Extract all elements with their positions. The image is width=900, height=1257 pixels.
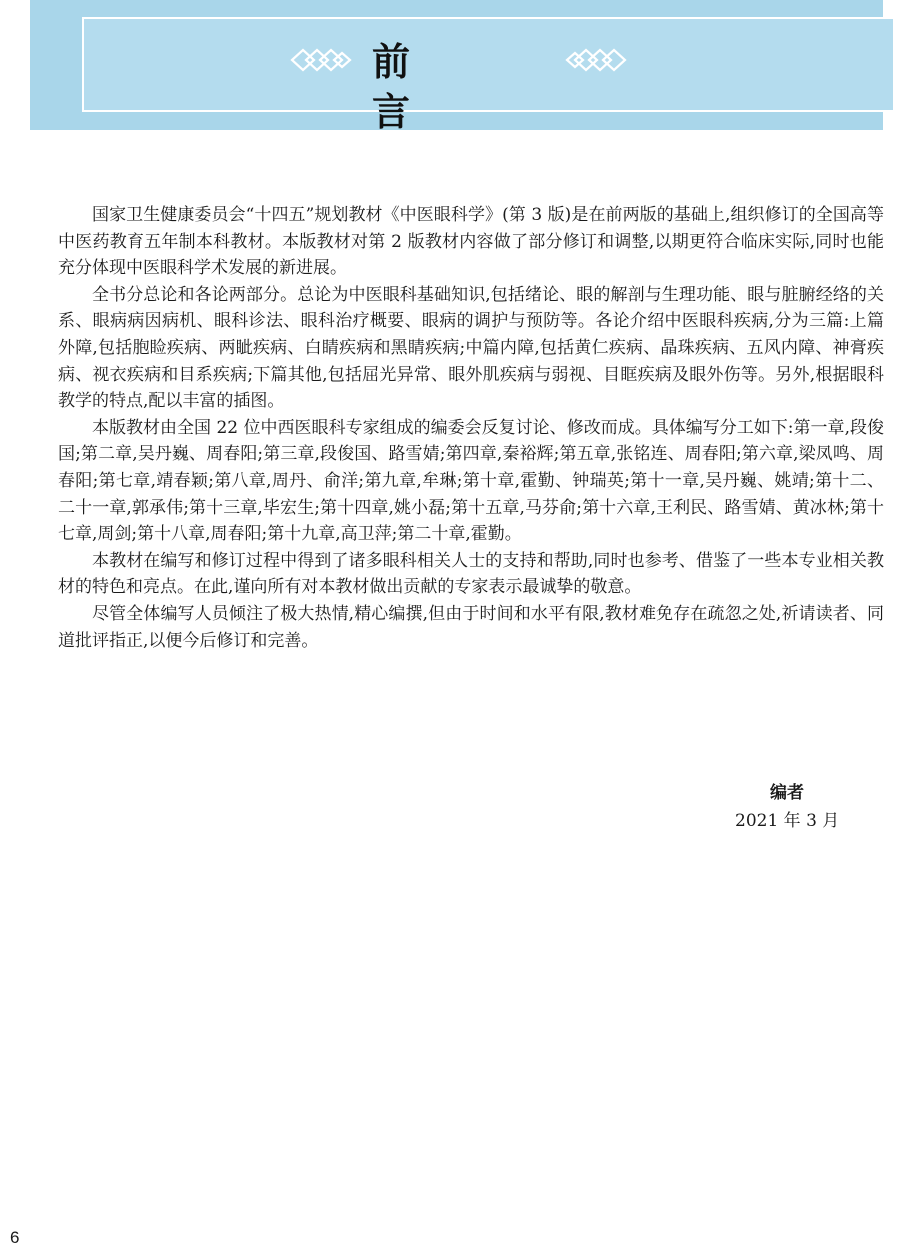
preface-body [58,202,884,654]
page-number: 6 [10,1228,20,1247]
diamond-chain-icon [565,42,627,78]
paragraph: 国家卫生健康委员会“十四五”规划教材《中医眼科学》(第 3 版)是在前两版的基础上,组织修订的全国高等中医药教育五年制本科教材。本版教材对第 2 版教材内容做了部分修订和调整,以期更符合临床实际,同时也能充分体现中医眼科学术发展的新进展。 [58,205,884,279]
paragraph: 全书分总论和各论两部分。总论为中医眼科基础知识,包括绪论、眼的解剖与生理功能、眼与脏腑经络的关系、眼病病因病机、眼科诊法、眼科治疗概要、眼病的调护与预防等。各论介绍中医眼科疾病,分为三篇:上篇外障,包括胞睑疾病、两眦疾病、白睛疾病和黑睛疾病;中篇内障,包括黄仁疾病、晶珠疾病、五风内障、神膏疾病、视衣疾病和目系疾病;下篇其他,包括屈光异常、眼外肌疾病与弱视、目眶疾病及眼外伤等。另外,根据眼科教学的特点,配以丰富的插图。 [58,284,884,412]
signature-date: 2021 年 3 月 [735,811,840,831]
paragraph: 本版教材由全国 22 位中西医眼科专家组成的编委会反复讨论、修改而成。具体编写分工如下:第一章,段俊国;第二章,吴丹巍、周春阳;第三章,段俊国、路雪婧;第四章,秦裕辉;第五章,张铭连、周春阳;第六章,梁凤鸣、周春阳;第七章,靖春颖;第八章,周丹、俞洋;第九章,牟琳;第十章,霍勤、钟瑞英;第十一章,吴丹巍、姚靖;第十二、二十一章,郭承伟;第十三章,毕宏生;第十四章,姚小磊;第十五章,马芬俞;第十六章,王利民、路雪婧、黄冰林;第十七章,周剑;第十八章,周春阳;第十九章,高卫萍;第二十章,霍勤。 [58,417,884,545]
paragraph: 尽管全体编写人员倾注了极大热情,精心编撰,但由于时间和水平有限,教材难免存在疏忽之处,祈请读者、同道批评指正,以便今后修订和完善。 [58,603,884,651]
page-title: 前 言 [372,39,511,134]
diamond-chain-icon [290,42,352,78]
paragraph: 本教材在编写和修订过程中得到了诸多眼科相关人士的支持和帮助,同时也参考、借鉴了一些本专业相关教材的特色和亮点。在此,谨向所有对本教材做出贡献的专家表示最诚挚的敬意。 [58,550,884,598]
signature-author: 编者 [770,783,804,803]
